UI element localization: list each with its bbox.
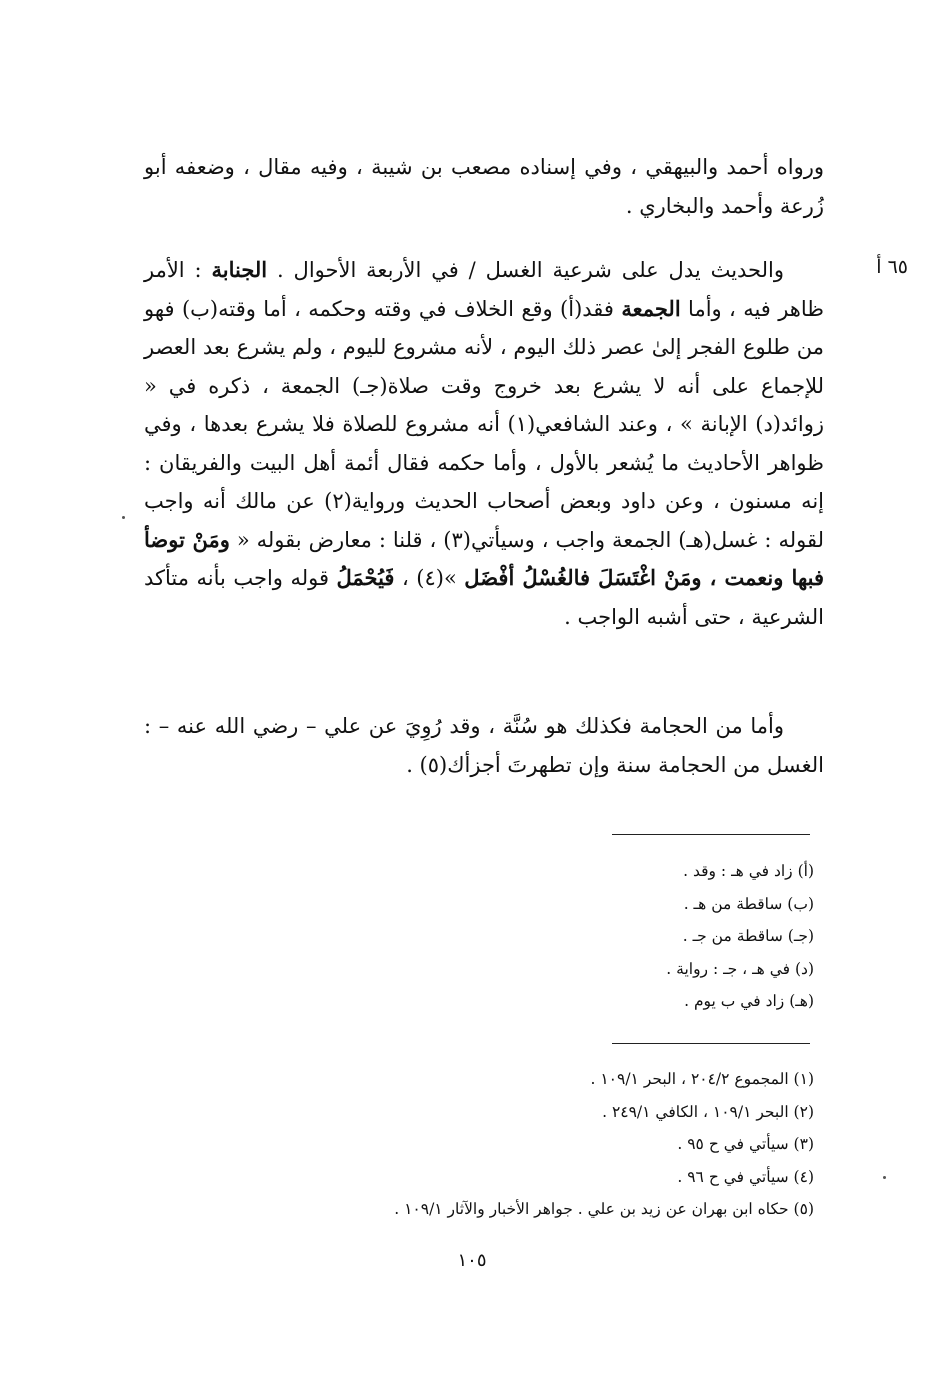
- main-paragraph-3: [144, 707, 824, 784]
- source-footnotes: [254, 1063, 814, 1226]
- footnote-divider-apparatus: [612, 834, 810, 835]
- paragraph-text: وأما من الحجامة فكذلك هو سُنَّة ، وقد رُوِيَ عن علي – رضي الله عنه – : الغسل من الحجامة سنة وإن تطهرتَ أجزأك(٥) .: [144, 714, 824, 777]
- apparatus-note: (جـ) ساقطة من جـ .: [682, 927, 814, 945]
- manuscript-folio-marker: ٦٥ أ: [876, 256, 908, 278]
- bold-term: فَيُحْمَلُ: [336, 565, 395, 590]
- source-note: (٢) البحر ١٠٩/١ ، الكافي ٢٤٩/١ .: [602, 1102, 814, 1121]
- apparatus-note: (أ) زاد في هـ : وقد .: [683, 862, 814, 880]
- source-note: (٣) سيأتي في ح ٩٥ .: [677, 1135, 814, 1153]
- main-paragraph-1: [144, 148, 824, 225]
- source-note: (٤) سيأتي في ح ٩٦ .: [677, 1167, 814, 1186]
- bold-term: ومَنْ توضأ فبها ونعمت ، ومَنْ اغْتَسَلَ فالغُسْلُ أفْضَل: [144, 526, 824, 590]
- main-paragraph-2: [144, 251, 824, 636]
- apparatus-footnotes: [254, 855, 814, 1018]
- paragraph-text: والحديث يدل على شرعية الغسل / في الأربعة الأحوال . الجنابة : الأمر ظاهر فيه ، وأما الجمعة فقد(أ) وقع الخلاف في وقته وحكمه ، أما وقته(ب) فهو من طلوع الفجر إلىٰ عصر ذلك اليوم ، لأنه مشروع لليوم ، ولم يشرع بعد العصر للإجماع على أنه لا يشرع بعد خروج وقت صلاة(جـ) الجمعة ، ذكره في « زوائد(د) الإبانة » ، وعند الشافعي(١) أنه مشروع للصلاة فلا يشرع بعدها ، وفي ظواهر الأحاديث ما يُشعر بالأول ، وأما حكمه فقال أئمة أهل البيت والفريقان : إنه مسنون ، وعن داود وبعض أصحاب الحديث ورواية(٢) عن مالك أنه واجب لقوله : غسل(هـ) الجمعة واجب ، وسيأتي(٣) ، قلنا : معارض بقوله « ومَنْ توضأ فبها ونعمت ، ومَنْ اغْتَسَلَ فالغُسْلُ أفْضَل »(٤) ، فَيُحْمَلُ قوله واجب بأنه متأكد الشرعية ، حتى أشبه الواجب .: [144, 257, 825, 629]
- speck-mark: [122, 516, 125, 519]
- bold-term: الجنابة: [211, 257, 268, 282]
- apparatus-note: (هـ) زاد في ب يوم .: [684, 992, 814, 1010]
- footnote-divider-sources: [612, 1043, 810, 1044]
- source-note: (١) المجموع ٢٠٤/٢ ، البحر ١٠٩/١ .: [590, 1070, 814, 1088]
- apparatus-note: (ب) ساقطة من هـ .: [683, 894, 814, 913]
- paragraph-text: ورواه أحمد والبيهقي ، وفي إسناده مصعب بن شيبة ، وفيه مقال ، وضعفه أبو زُرعة وأحمد والبخاري .: [144, 155, 824, 218]
- page-number: ١٠٥: [457, 1250, 487, 1271]
- source-note: (٥) حكاه ابن بهران عن زيد بن علي . جواهر الأخبار والآثار ١٠٩/١ .: [394, 1200, 814, 1218]
- bold-term: الجمعة: [621, 295, 681, 321]
- speck-mark: [883, 1176, 886, 1179]
- apparatus-note: (د) في هـ ، جـ : رواية .: [666, 959, 814, 978]
